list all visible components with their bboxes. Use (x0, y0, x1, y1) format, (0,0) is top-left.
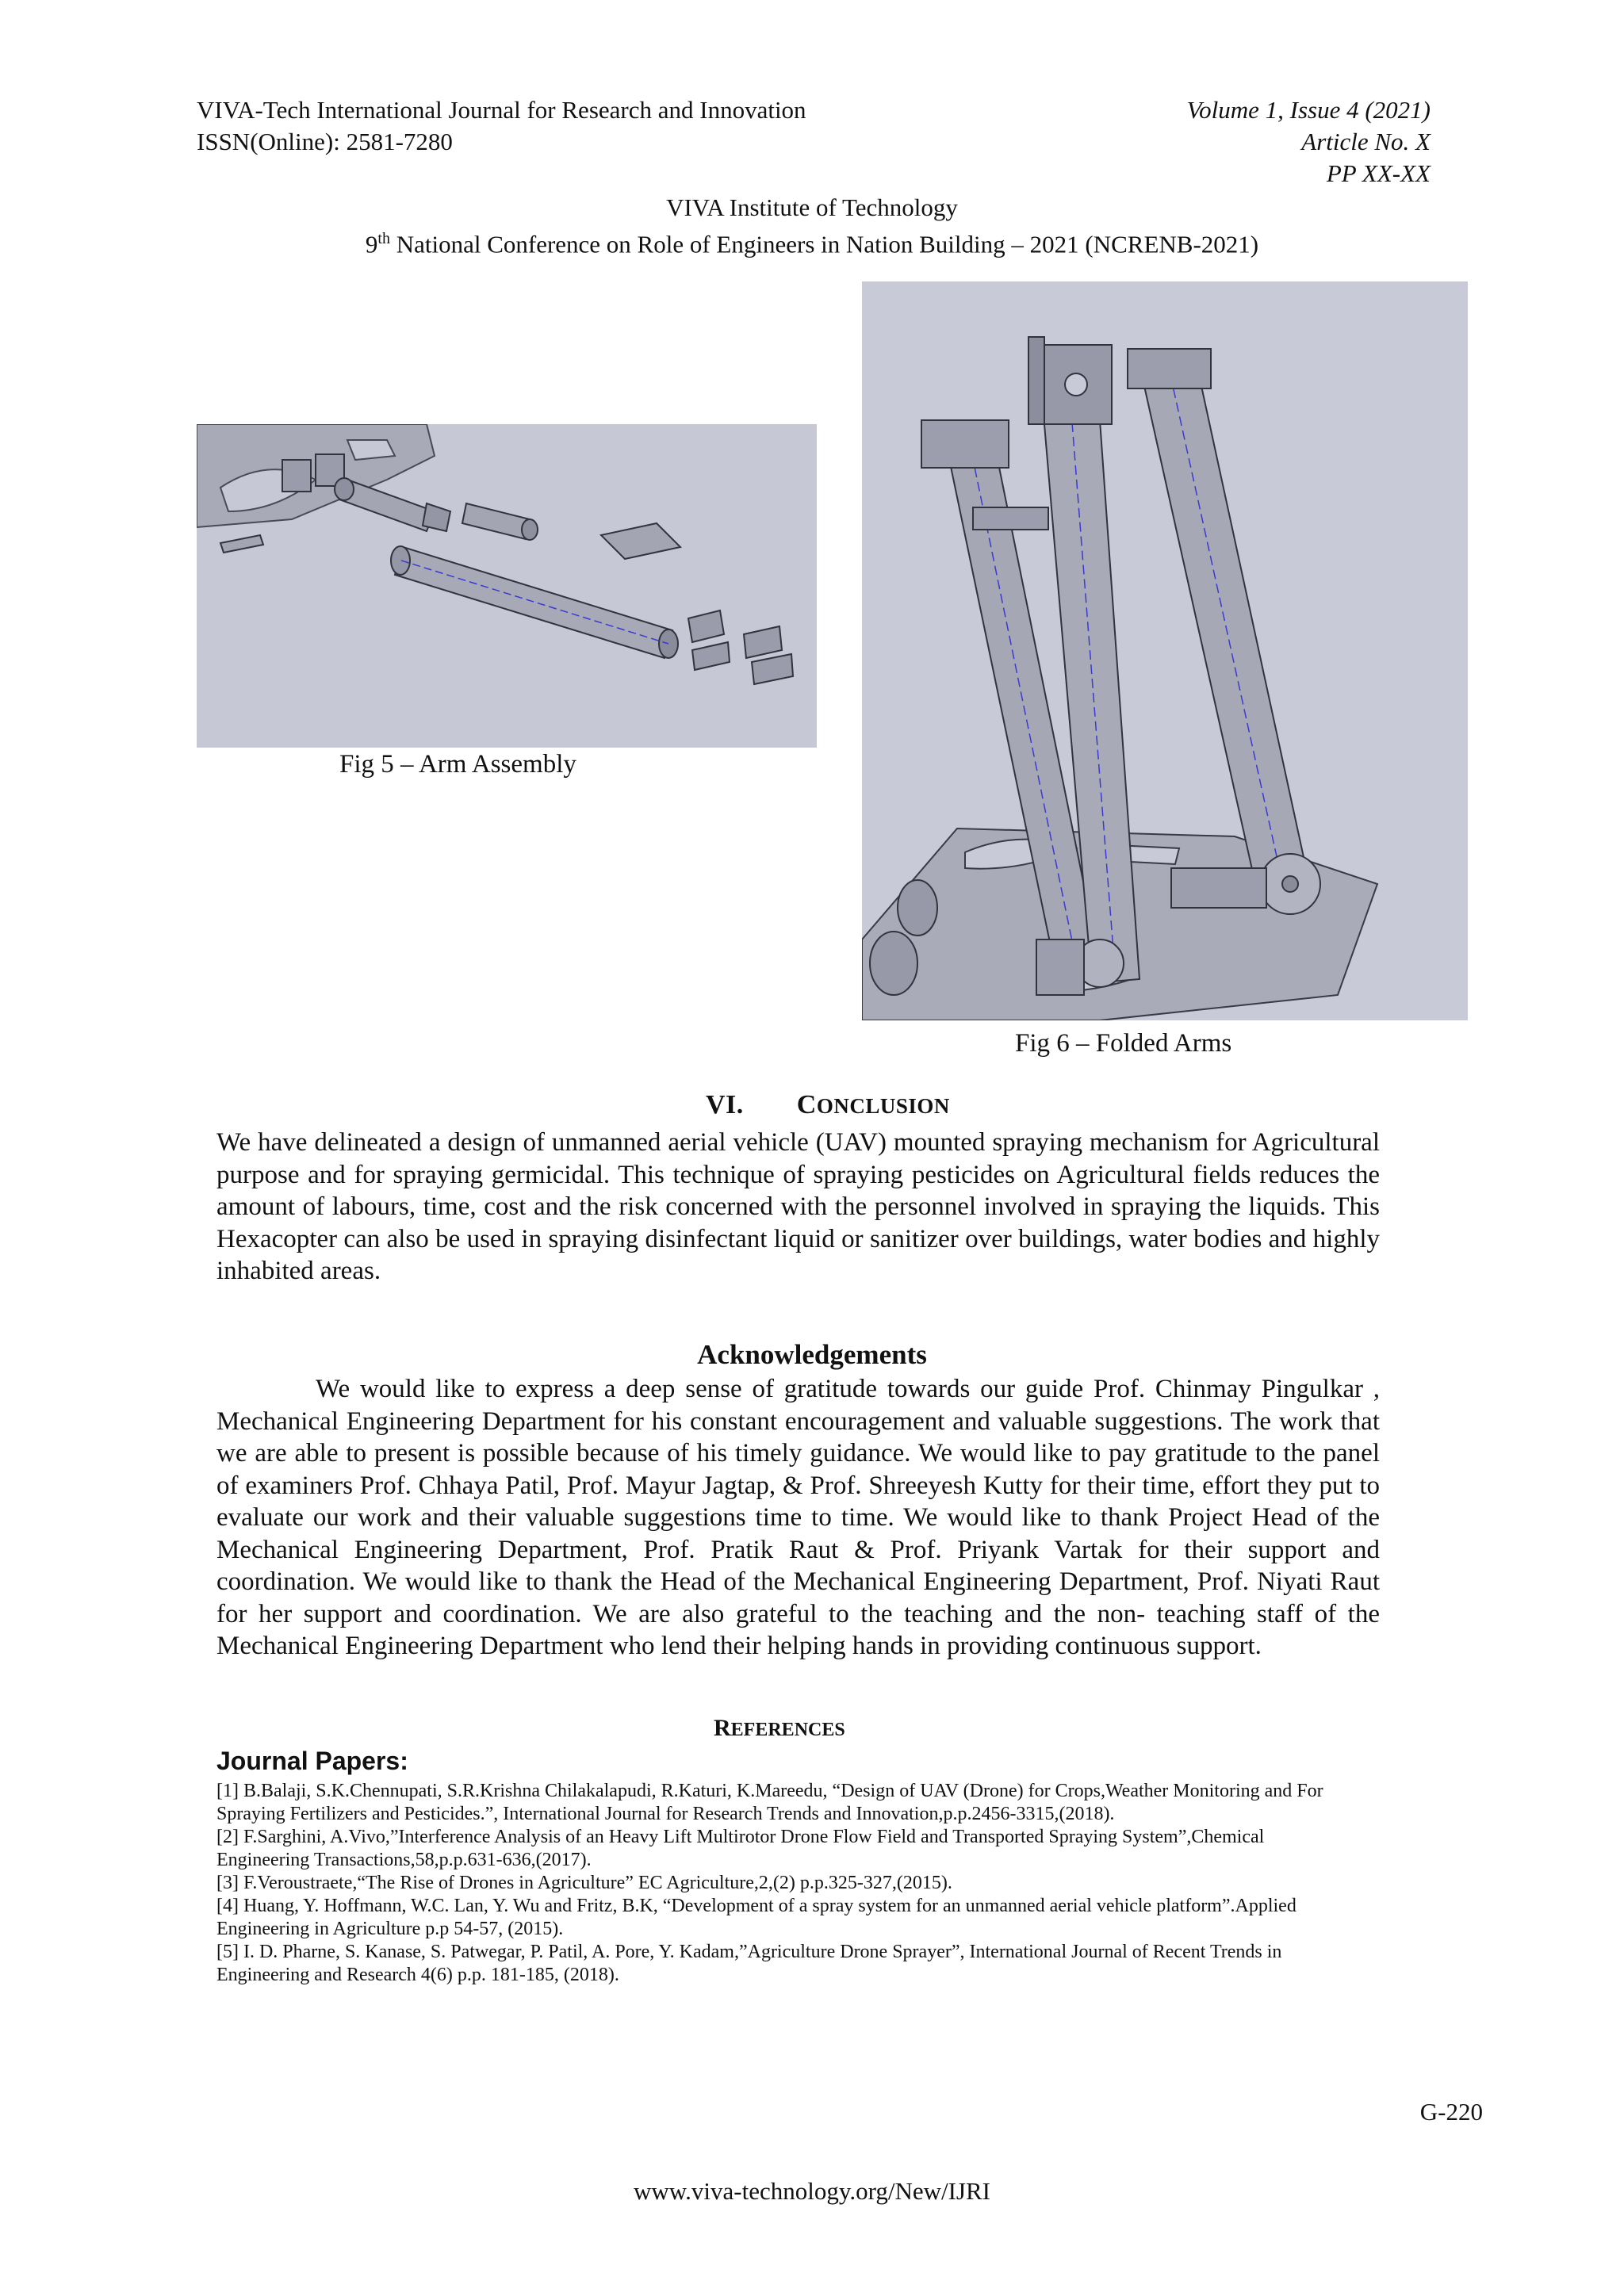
conference-ordinal: 9 (365, 230, 378, 258)
reference-list (216, 1780, 1327, 1987)
arm-assembly-drawing (197, 424, 817, 748)
figure-arm-assembly (197, 424, 817, 748)
journal-name: VIVA-Tech International Journal for Research and Innovation (197, 96, 806, 124)
reference-item: [1] B.Balaji, S.K.Chennupati, S.R.Krishna Chilakalapudi, R.Katuri, K.Mareedu, “Design of UAV (Drone) for Crops,Weather Monitoring and For Spraying Fertilizers and Pesticides.”, International Journal for Research Trends and Innovation,p.p.2456-3315,(2018). (216, 1781, 1323, 1824)
page-number: G-220 (1419, 2098, 1483, 2126)
conference-name (0, 224, 1624, 259)
reference-item: [5] I. D. Pharne, S. Kanase, S. Patwegar, P. Patil, A. Pore, Y. Kadam,”Agriculture Drone Sprayer”, International Journal of Recent Trends in Engineering and Research 4(6) p.p. 181-185, (2018). (216, 1942, 1282, 1985)
figure-folded-arms (862, 281, 1468, 1020)
journal-papers-subheading: Journal Papers: (216, 1747, 408, 1775)
section-number: VI. (706, 1090, 744, 1119)
conclusion-title-initial: C (796, 1090, 817, 1119)
conclusion-heading (706, 1090, 950, 1120)
reference-item: [4] Huang, Y. Hoffmann, W.C. Lan, Y. Wu and Fritz, B.K, “Development of a spray system for an unmanned aerial vehicle platform”.Applied Engineering in Agriculture p.p 54-57, (2015). (216, 1896, 1297, 1939)
acknowledgements-heading: Acknowledgements (697, 1339, 927, 1370)
volume-issue: Volume 1, Issue 4 (2021) (1186, 96, 1431, 124)
conclusion-title-rest: ONCLUSION (816, 1094, 950, 1118)
reference-item: [2] F.Sarghini, A.Vivo,”Interference Analysis of an Heavy Lift Multirotor Drone Flow Field and Transported Spraying System”,Chemical Engineering Transactions,58,p.p.631-636,(2017). (216, 1827, 1265, 1870)
references-title-rest: EFERENCES (730, 1720, 845, 1740)
page-range: PP XX-XX (1326, 159, 1431, 187)
reference-item: [3] F.Veroustraete,“The Rise of Drones in Agriculture” EC Agriculture,2,(2) p.p.325-327,(2015). (216, 1873, 952, 1893)
issn: ISSN(Online): 2581-7280 (197, 128, 453, 155)
conference-title: National Conference on Role of Engineers in Nation Building – 2021 (NCRENB-2021) (389, 230, 1259, 258)
acknowledgements-text: We would like to express a deep sense of gratitude towards our guide Prof. Chinmay Pingulkar , Mechanical Engineering Department for his constant encouragement and valuable suggestions. The work that we are able to present is possible because of his timely guidance. We would like to pay gratitude to the panel of examiners Prof. Chhaya Patil, Prof. Mayur Jagtap, & Prof. Shreeyesh Kutty for their time, effort they put to evaluate our work and their valuable suggestions time to time. We would like to thank Project Head of the Mechanical Engineering Department, Prof. Pratik Raut & Prof. Priyank Vartak for their support and coordination. We would like to thank the Head of the Mechanical Engineering Department, Prof. Niyati Raut for her support and coordination. We are also grateful to the teaching and the non- teaching staff of the Mechanical Engineering Department who lend their helping hands in providing continuous support. (216, 1375, 1380, 1660)
folded-arms-drawing (862, 281, 1468, 1020)
footer-url[interactable]: www.viva-technology.org/New/IJRI (634, 2177, 990, 2205)
conclusion-text: We have delineated a design of unmanned aerial vehicle (UAV) mounted spraying mechanism for Agricultural purpose and for spraying germicidal. This technique of spraying pesticides on Agricultural fields reduces the amount of labours, time, cost and the risk concerned with the personnel involved in spraying the liquids. This Hexacopter can also be used in spraying disinfectant liquid or sanitizer over buildings, water bodies and highly inhabited areas. (216, 1128, 1380, 1285)
references-heading (714, 1715, 845, 1742)
fig5-caption: Fig 5 – Arm Assembly (339, 750, 576, 779)
fig6-caption: Fig 6 – Folded Arms (1015, 1029, 1232, 1058)
article-number: Article No. X (1301, 128, 1431, 155)
conference-ordinal-suffix: th (377, 230, 390, 247)
references-title-initial: R (714, 1715, 731, 1741)
institute-name: VIVA Institute of Technology (666, 193, 958, 221)
